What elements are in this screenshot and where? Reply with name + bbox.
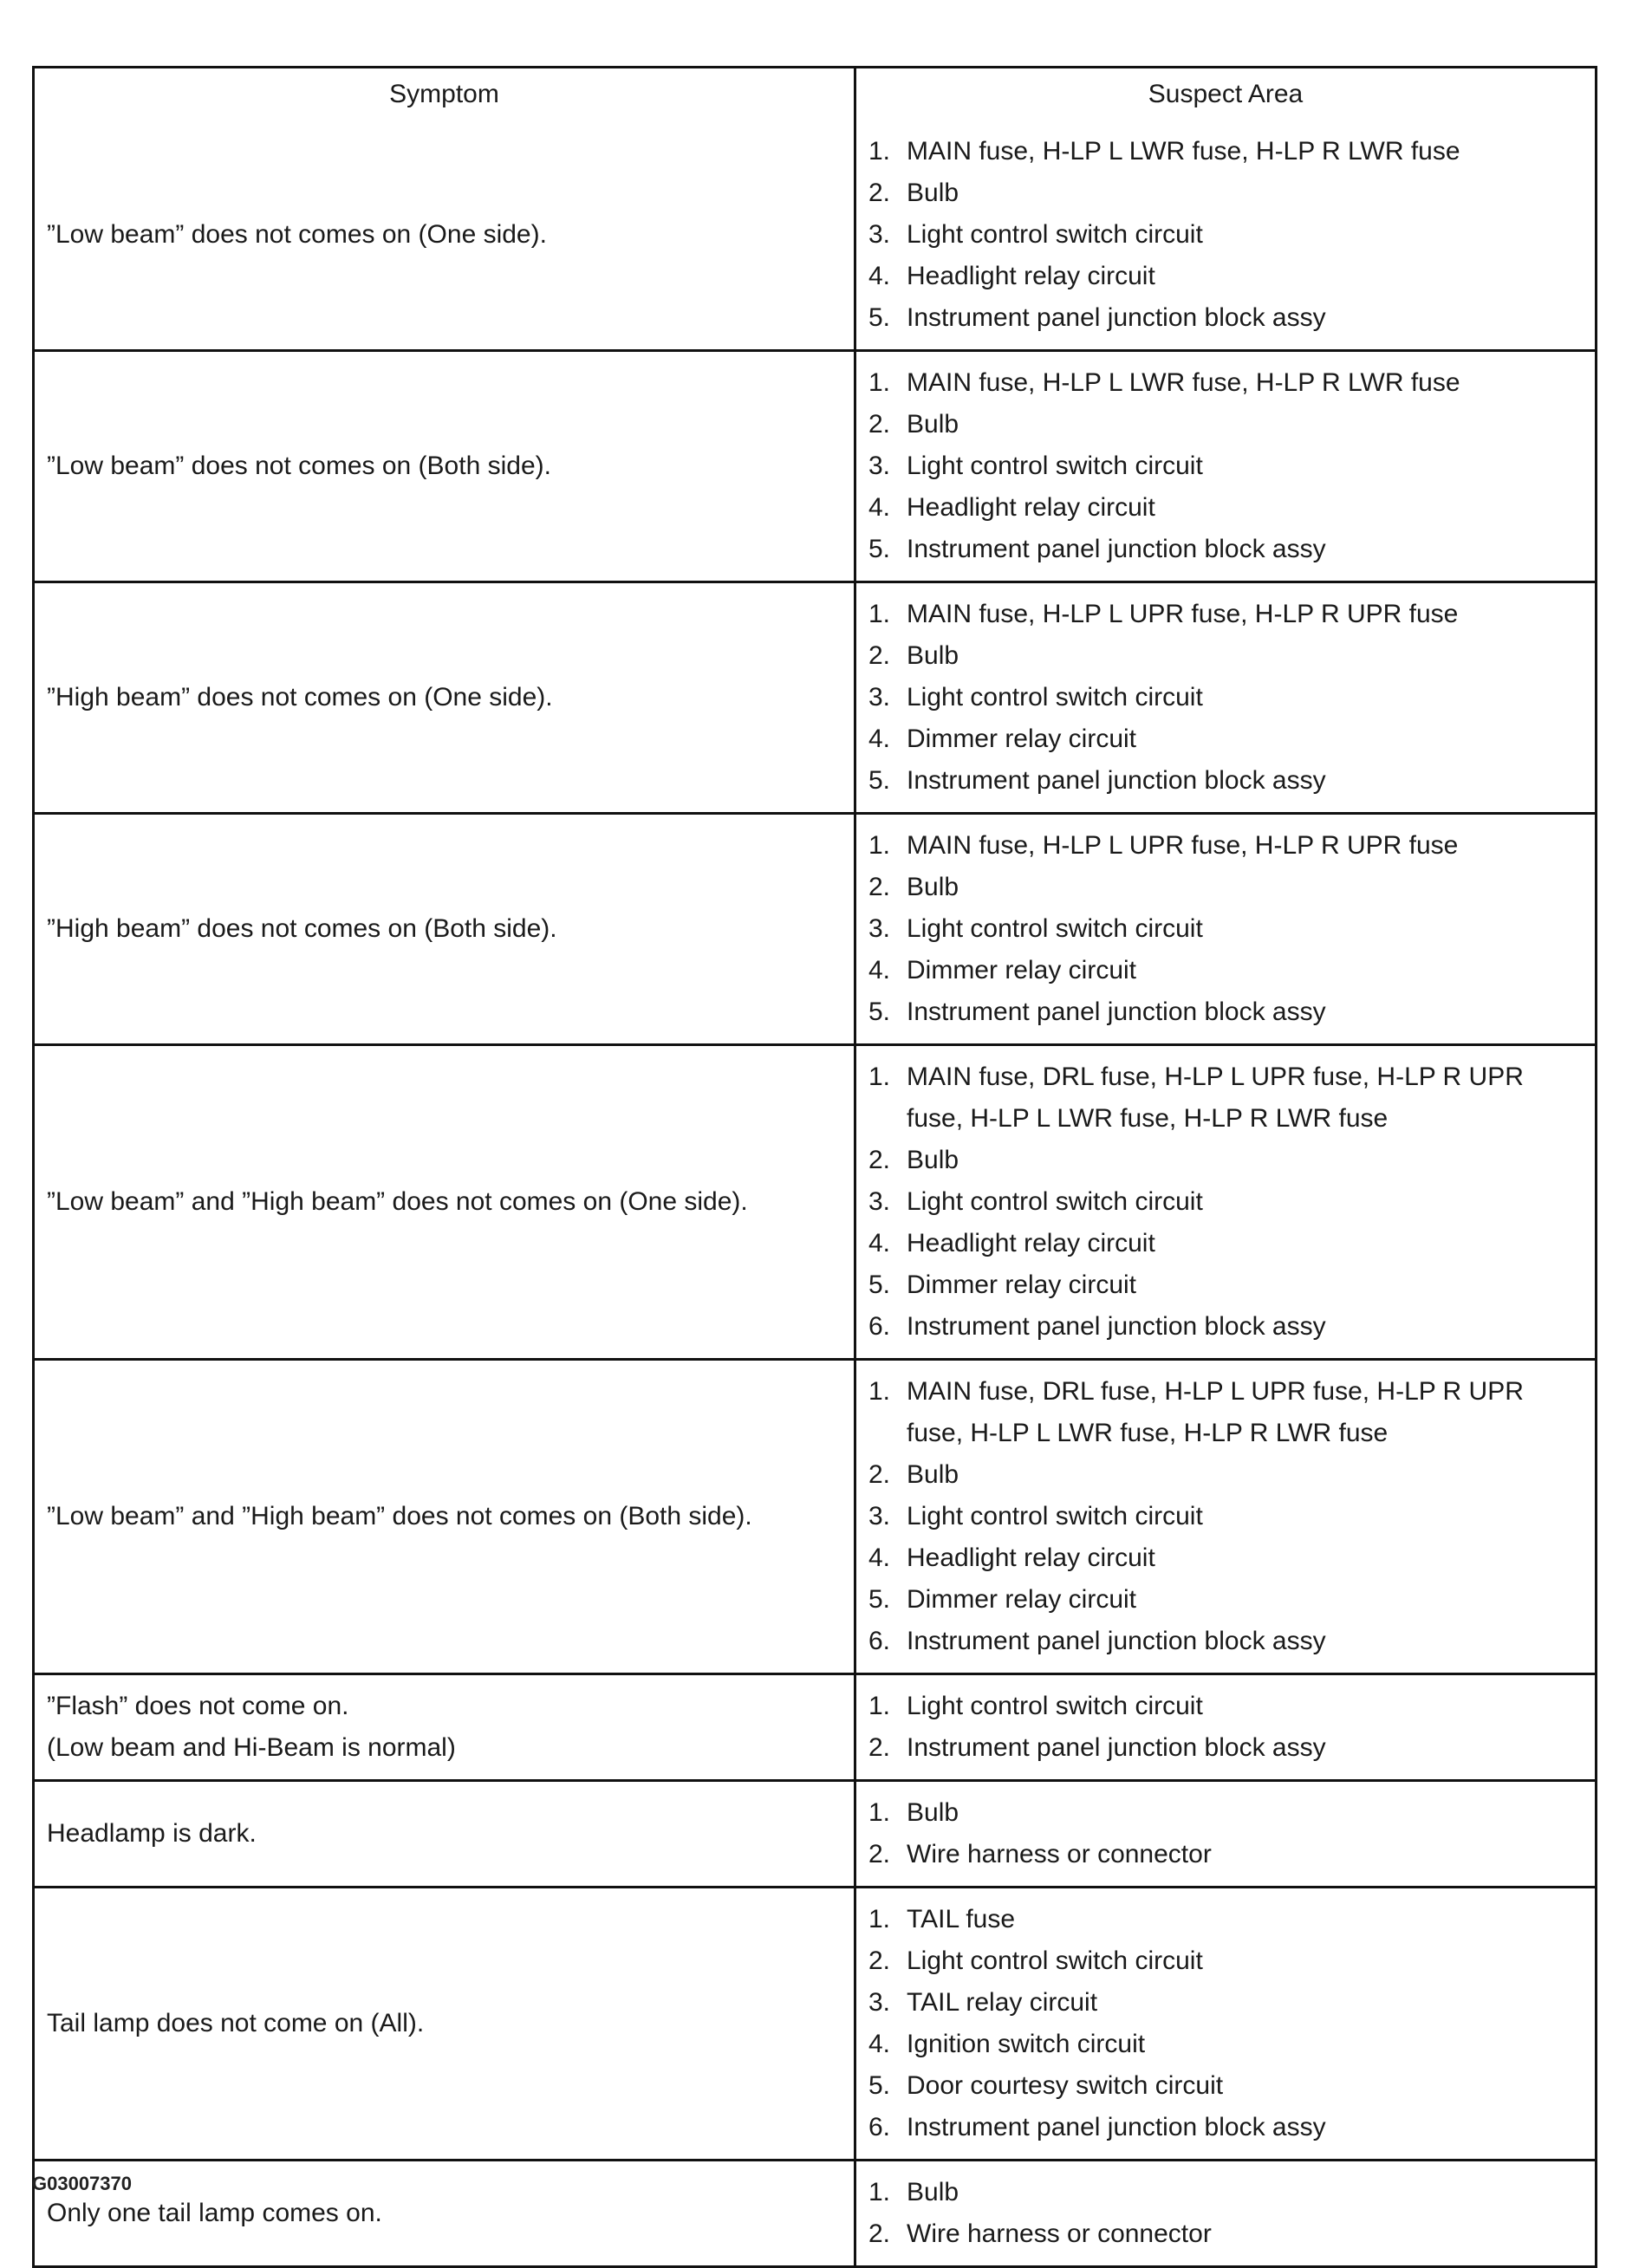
suspect-text: MAIN fuse, DRL fuse, H-LP L UPR fuse, H-LP R UPR fuse, H-LP L LWR fuse, H-LP R LWR fuse bbox=[907, 1377, 1524, 1447]
suspect-text: Instrument panel junction block assy bbox=[907, 998, 1326, 1026]
suspect-number: 2. bbox=[868, 1146, 891, 1174]
suspect-area-cell bbox=[856, 1675, 1595, 1779]
table-row bbox=[35, 1779, 1595, 1886]
suspect-item bbox=[868, 1982, 1583, 2024]
suspect-item bbox=[868, 1621, 1583, 1662]
suspect-number: 4. bbox=[868, 493, 891, 522]
suspect-item bbox=[868, 487, 1583, 529]
suspect-text: Light control switch circuit bbox=[907, 220, 1203, 249]
suspect-number: 4. bbox=[868, 1543, 891, 1572]
suspect-item bbox=[868, 1306, 1583, 1348]
suspect-list bbox=[868, 362, 1583, 570]
symptom-text: ”High beam” does not comes on (One side). bbox=[47, 683, 553, 712]
symptom-cell bbox=[35, 1782, 856, 1886]
suspect-number: 2. bbox=[868, 1840, 891, 1868]
suspect-item bbox=[868, 445, 1583, 487]
suspect-text: Instrument panel junction block assy bbox=[907, 766, 1326, 795]
symptom-cell bbox=[35, 1046, 856, 1358]
suspect-number: 5. bbox=[868, 1585, 891, 1614]
suspect-number: 4. bbox=[868, 1229, 891, 1257]
suspect-number: 3. bbox=[868, 452, 891, 480]
suspect-text: Dimmer relay circuit bbox=[907, 956, 1137, 985]
suspect-text: Light control switch circuit bbox=[907, 1502, 1203, 1530]
suspect-item bbox=[868, 172, 1583, 214]
symptom-text: ”Low beam” does not comes on (Both side). bbox=[47, 452, 551, 480]
table-row bbox=[35, 1886, 1595, 2159]
symptom-cell bbox=[35, 815, 856, 1043]
table-row bbox=[35, 1673, 1595, 1779]
suspect-text: Light control switch circuit bbox=[907, 1692, 1203, 1720]
suspect-list bbox=[868, 594, 1583, 802]
suspect-area-header: Suspect Area bbox=[1148, 80, 1304, 108]
table-row bbox=[35, 581, 1595, 812]
suspect-item bbox=[868, 362, 1583, 404]
suspect-number: 6. bbox=[868, 1312, 891, 1341]
suspect-item bbox=[868, 1181, 1583, 1223]
suspect-item bbox=[868, 2065, 1583, 2107]
symptom-cell bbox=[35, 120, 856, 349]
suspect-list bbox=[868, 825, 1583, 1033]
suspect-text: Ignition switch circuit bbox=[907, 2030, 1146, 2058]
suspect-text: Headlight relay circuit bbox=[907, 1543, 1155, 1572]
suspect-text: MAIN fuse, H-LP L LWR fuse, H-LP R LWR fuse bbox=[907, 368, 1460, 397]
symptom-text: Only one tail lamp comes on. bbox=[47, 2199, 382, 2227]
suspect-text: Instrument panel junction block assy bbox=[907, 535, 1326, 563]
suspect-item bbox=[868, 718, 1583, 760]
suspect-text: Headlight relay circuit bbox=[907, 262, 1155, 290]
symptom-cell bbox=[35, 1675, 856, 1779]
symptom-text: ”High beam” does not comes on (Both side). bbox=[47, 914, 557, 943]
suspect-number: 1. bbox=[868, 368, 891, 397]
suspect-number: 1. bbox=[868, 2178, 891, 2206]
suspect-text: Instrument panel junction block assy bbox=[907, 1312, 1326, 1341]
suspect-number: 5. bbox=[868, 766, 891, 795]
suspect-number: 2. bbox=[868, 873, 891, 901]
symptom-text: (Low beam and Hi-Beam is normal) bbox=[47, 1733, 456, 1762]
suspect-item bbox=[868, 1940, 1583, 1982]
suspect-number: 2. bbox=[868, 410, 891, 439]
suspect-area-cell bbox=[856, 1888, 1595, 2159]
suspect-list bbox=[868, 1371, 1583, 1662]
suspect-item bbox=[868, 1056, 1583, 1140]
suspect-item bbox=[868, 1537, 1583, 1579]
symptom-text: Tail lamp does not come on (All). bbox=[47, 2009, 425, 2037]
suspect-text: Headlight relay circuit bbox=[907, 1229, 1155, 1257]
figure-id: G03007370 bbox=[32, 2173, 132, 2194]
suspect-text: Bulb bbox=[907, 179, 959, 207]
symptom-header: Symptom bbox=[35, 68, 856, 120]
suspect-item bbox=[868, 404, 1583, 445]
symptom-cell bbox=[35, 352, 856, 581]
suspect-number: 5. bbox=[868, 303, 891, 332]
symptom-cell bbox=[35, 2161, 856, 2265]
table-row bbox=[35, 2159, 1595, 2265]
symptom-cell bbox=[35, 1361, 856, 1673]
suspect-area-cell bbox=[856, 583, 1595, 812]
suspect-number: 3. bbox=[868, 220, 891, 249]
suspect-item bbox=[868, 131, 1583, 172]
suspect-text: Headlight relay circuit bbox=[907, 493, 1155, 522]
suspect-item bbox=[868, 760, 1583, 802]
suspect-item bbox=[868, 1454, 1583, 1496]
suspect-item bbox=[868, 867, 1583, 908]
table-body bbox=[35, 120, 1595, 2265]
suspect-number: 6. bbox=[868, 2113, 891, 2141]
suspect-item bbox=[868, 297, 1583, 339]
suspect-area-cell bbox=[856, 815, 1595, 1043]
suspect-item bbox=[868, 991, 1583, 1033]
suspect-text: Wire harness or connector bbox=[907, 1840, 1212, 1868]
suspect-item bbox=[868, 529, 1583, 570]
symptom-text: ”Low beam” and ”High beam” does not comes on (Both side). bbox=[47, 1502, 752, 1530]
suspect-item bbox=[868, 1899, 1583, 1940]
suspect-area-cell bbox=[856, 1361, 1595, 1673]
symptom-text: ”Low beam” and ”High beam” does not comes on (One side). bbox=[47, 1187, 748, 1216]
suspect-number: 2. bbox=[868, 179, 891, 207]
suspect-item bbox=[868, 1496, 1583, 1537]
suspect-number: 2. bbox=[868, 641, 891, 670]
suspect-text: TAIL fuse bbox=[907, 1905, 1016, 1933]
suspect-item bbox=[868, 1223, 1583, 1264]
suspect-text: Wire harness or connector bbox=[907, 2219, 1212, 2248]
suspect-item bbox=[868, 214, 1583, 256]
suspect-item bbox=[868, 825, 1583, 867]
suspect-list bbox=[868, 1792, 1583, 1875]
suspect-item bbox=[868, 1264, 1583, 1306]
suspect-text: Door courtesy switch circuit bbox=[907, 2071, 1224, 2100]
suspect-text: Bulb bbox=[907, 2178, 959, 2206]
suspect-text: Instrument panel junction block assy bbox=[907, 1627, 1326, 1655]
suspect-number: 1. bbox=[868, 1692, 891, 1720]
suspect-number: 1. bbox=[868, 600, 891, 628]
suspect-number: 1. bbox=[868, 1377, 891, 1406]
suspect-text: Light control switch circuit bbox=[907, 914, 1203, 943]
suspect-number: 1. bbox=[868, 831, 891, 860]
suspect-text: Bulb bbox=[907, 1460, 959, 1489]
suspect-item bbox=[868, 950, 1583, 991]
suspect-item bbox=[868, 1727, 1583, 1769]
suspect-list bbox=[868, 1056, 1583, 1348]
suspect-area-cell bbox=[856, 120, 1595, 349]
suspect-item bbox=[868, 2213, 1583, 2255]
suspect-text: Light control switch circuit bbox=[907, 683, 1203, 712]
suspect-area-cell bbox=[856, 1782, 1595, 1886]
suspect-text: MAIN fuse, H-LP L LWR fuse, H-LP R LWR fuse bbox=[907, 137, 1460, 166]
table-header-row bbox=[35, 68, 1595, 120]
table-row bbox=[35, 1358, 1595, 1673]
suspect-item bbox=[868, 1834, 1583, 1875]
suspect-number: 1. bbox=[868, 1905, 891, 1933]
suspect-area-cell bbox=[856, 1046, 1595, 1358]
suspect-area-cell bbox=[856, 2161, 1595, 2265]
suspect-number: 4. bbox=[868, 262, 891, 290]
suspect-number: 2. bbox=[868, 1460, 891, 1489]
symptom-cell bbox=[35, 583, 856, 812]
suspect-number: 5. bbox=[868, 998, 891, 1026]
suspect-text: Dimmer relay circuit bbox=[907, 725, 1137, 753]
table-row bbox=[35, 349, 1595, 581]
suspect-text: Light control switch circuit bbox=[907, 1946, 1203, 1975]
suspect-number: 3. bbox=[868, 1502, 891, 1530]
suspect-text: MAIN fuse, H-LP L UPR fuse, H-LP R UPR fuse bbox=[907, 831, 1459, 860]
suspect-list bbox=[868, 1899, 1583, 2148]
suspect-number: 3. bbox=[868, 683, 891, 712]
suspect-number: 1. bbox=[868, 1798, 891, 1827]
suspect-item bbox=[868, 594, 1583, 635]
suspect-item bbox=[868, 1140, 1583, 1181]
suspect-number: 2. bbox=[868, 2219, 891, 2248]
suspect-number: 3. bbox=[868, 1988, 891, 2017]
suspect-text: TAIL relay circuit bbox=[907, 1988, 1098, 2017]
suspect-number: 2. bbox=[868, 1946, 891, 1975]
suspect-item bbox=[868, 908, 1583, 950]
suspect-text: Dimmer relay circuit bbox=[907, 1270, 1137, 1299]
suspect-text: MAIN fuse, H-LP L UPR fuse, H-LP R UPR fuse bbox=[907, 600, 1459, 628]
suspect-number: 4. bbox=[868, 956, 891, 985]
suspect-text: Bulb bbox=[907, 1146, 959, 1174]
suspect-number: 4. bbox=[868, 725, 891, 753]
suspect-number: 1. bbox=[868, 137, 891, 166]
suspect-number: 3. bbox=[868, 914, 891, 943]
suspect-item bbox=[868, 1579, 1583, 1621]
suspect-text: Light control switch circuit bbox=[907, 1187, 1203, 1216]
suspect-text: Bulb bbox=[907, 1798, 959, 1827]
table-row bbox=[35, 812, 1595, 1043]
suspect-text: Dimmer relay circuit bbox=[907, 1585, 1137, 1614]
suspect-item bbox=[868, 1686, 1583, 1727]
suspect-item bbox=[868, 2107, 1583, 2148]
suspect-number: 3. bbox=[868, 1187, 891, 1216]
suspect-text: Bulb bbox=[907, 641, 959, 670]
suspect-area-cell bbox=[856, 352, 1595, 581]
suspect-text: Instrument panel junction block assy bbox=[907, 1733, 1326, 1762]
suspect-number: 5. bbox=[868, 535, 891, 563]
suspect-text: Instrument panel junction block assy bbox=[907, 2113, 1326, 2141]
suspect-text: Bulb bbox=[907, 873, 959, 901]
suspect-number: 2. bbox=[868, 1733, 891, 1762]
suspect-number: 6. bbox=[868, 1627, 891, 1655]
table-row bbox=[35, 1043, 1595, 1358]
symptom-text: ”Low beam” does not comes on (One side). bbox=[47, 220, 547, 249]
suspect-item bbox=[868, 1792, 1583, 1834]
suspect-list bbox=[868, 1686, 1583, 1769]
troubleshooting-table bbox=[32, 66, 1597, 2268]
suspect-item bbox=[868, 256, 1583, 297]
suspect-number: 5. bbox=[868, 1270, 891, 1299]
suspect-text: Instrument panel junction block assy bbox=[907, 303, 1326, 332]
suspect-number: 5. bbox=[868, 2071, 891, 2100]
symptom-text: ”Flash” does not come on. bbox=[47, 1692, 349, 1720]
suspect-list bbox=[868, 2172, 1583, 2255]
suspect-number: 1. bbox=[868, 1063, 891, 1091]
table-row bbox=[35, 120, 1595, 349]
suspect-item bbox=[868, 635, 1583, 677]
suspect-item bbox=[868, 2172, 1583, 2213]
suspect-item bbox=[868, 2024, 1583, 2065]
suspect-item bbox=[868, 1371, 1583, 1454]
symptom-text: Headlamp is dark. bbox=[47, 1819, 257, 1848]
symptom-cell bbox=[35, 1888, 856, 2159]
suspect-text: Bulb bbox=[907, 410, 959, 439]
suspect-item bbox=[868, 677, 1583, 718]
suspect-number: 4. bbox=[868, 2030, 891, 2058]
suspect-text: Light control switch circuit bbox=[907, 452, 1203, 480]
suspect-list bbox=[868, 131, 1583, 339]
suspect-text: MAIN fuse, DRL fuse, H-LP L UPR fuse, H-LP R UPR fuse, H-LP L LWR fuse, H-LP R LWR fuse bbox=[907, 1063, 1524, 1133]
